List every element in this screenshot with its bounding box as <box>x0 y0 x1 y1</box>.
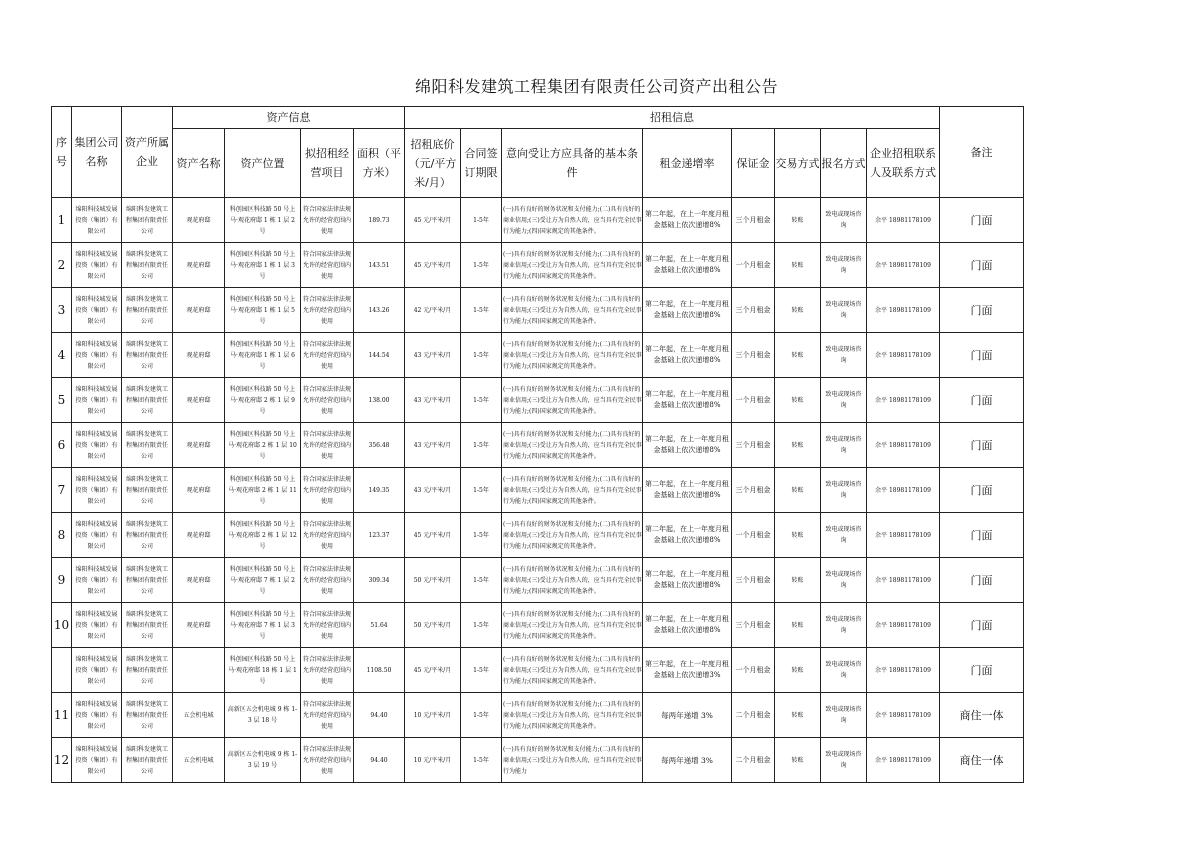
cell-deposit: 三个月租金 <box>732 198 775 243</box>
cell-contact: 余平 18981178109 <box>867 603 940 648</box>
table-header <box>52 107 1024 198</box>
cell-business: 符合国家法律法规允许的经营范围内使用 <box>301 693 354 738</box>
cell-term: 1-5年 <box>461 648 502 693</box>
table-row <box>52 243 1024 288</box>
cell-remark: 商住一体 <box>940 693 1024 738</box>
cell-seq: 11 <box>52 693 72 738</box>
cell-rent-increase: 每两年递增 3% <box>643 738 732 783</box>
cell-deposit: 三个月租金 <box>732 423 775 468</box>
cell-group: 绵阳科技城发展投资（集团）有限公司 <box>72 468 122 513</box>
cell-apply: 致电或现场咨询 <box>821 378 867 423</box>
page-title: 绵阳科发建筑工程集团有限责任公司资产出租公告 <box>414 77 778 96</box>
cell-price: 50 元/平米/月 <box>405 558 461 603</box>
cell-group: 绵阳科技城发展投资（集团）有限公司 <box>72 423 122 468</box>
cell-requirements: (一)具有良好的财务状况和支付能力;(二)具有良好的商业信用;(三)受让方为自然人的，应当具有完全民事行为能力;(四)国家规定的其他条件。 <box>502 513 643 558</box>
cell-apply: 致电或现场咨询 <box>821 288 867 333</box>
header-intended-business: 拟招租经营项目 <box>301 129 354 198</box>
header-area: 面积（平方米） <box>354 129 405 198</box>
header-remark: 备注 <box>940 107 1024 198</box>
table-row <box>52 468 1024 513</box>
cell-deposit: 三个月租金 <box>732 468 775 513</box>
cell-term: 1-5年 <box>461 378 502 423</box>
cell-area: 123.37 <box>354 513 405 558</box>
cell-term: 1-5年 <box>461 603 502 648</box>
header-owning-enterprise: 资产所属企业 <box>122 107 173 198</box>
cell-contact: 余平 18981178109 <box>867 288 940 333</box>
cell-requirements: (一)具有良好的财务状况和支付能力;(二)具有良好的商业信用;(三)受让方为自然人的，应当具有完全民事行为能力;(四)国家规定的其他条件。 <box>502 648 643 693</box>
cell-location: 科创园区科技路 50 号上马·观花府邸 1 栋 1 层 2 号 <box>225 198 301 243</box>
cell-requirements: (一)具有良好的财务状况和支付能力;(二)具有良好的商业信用;(三)受让方为自然人的，应当具有完全民事行为能力;(四)国家规定的其他条件。 <box>502 423 643 468</box>
table-row <box>52 288 1024 333</box>
table-row <box>52 333 1024 378</box>
cell-asset-name: 观花府邸 <box>173 378 225 423</box>
cell-location: 科创园区科技路 50 号上马·观花府邸 7 栋 1 层 2 号 <box>225 558 301 603</box>
cell-deposit: 二个月租金 <box>732 738 775 783</box>
cell-deposit: 三个月租金 <box>732 558 775 603</box>
cell-business: 符合国家法律法规允许的经营范围内使用 <box>301 738 354 783</box>
cell-seq: 9 <box>52 558 72 603</box>
cell-trade: 转账 <box>775 378 821 423</box>
cell-remark: 门面 <box>940 288 1024 333</box>
cell-deposit: 一个月租金 <box>732 648 775 693</box>
cell-price: 43 元/平米/月 <box>405 468 461 513</box>
cell-requirements: (一)具有良好的财务状况和支付能力;(二)具有良好的商业信用;(三)受让方为自然人的，应当具有完全民事行为能力;(四)国家规定的其他条件。 <box>502 243 643 288</box>
cell-apply: 致电或现场咨询 <box>821 648 867 693</box>
cell-enterprise: 绵阳科发建筑工程集团有限责任公司 <box>122 423 173 468</box>
cell-group: 绵阳科技城发展投资（集团）有限公司 <box>72 603 122 648</box>
cell-area: 143.26 <box>354 288 405 333</box>
cell-rent-increase: 第二年起，在上一年度月租金基础上依次递增8% <box>643 198 732 243</box>
cell-area: 144.54 <box>354 333 405 378</box>
cell-term: 1-5年 <box>461 513 502 558</box>
cell-trade: 转账 <box>775 513 821 558</box>
cell-term: 1-5年 <box>461 558 502 603</box>
cell-location: 高新区五会机电城 9 栋 1-3 层 18 号 <box>225 693 301 738</box>
cell-asset-name: 五会机电城 <box>173 693 225 738</box>
cell-requirements: (一)具有良好的财务状况和支付能力;(二)具有良好的商业信用;(三)受让方为自然人的，应当具有完全民事行为能力;(四)国家规定的其他条件。 <box>502 558 643 603</box>
cell-asset-name: 观花府邸 <box>173 288 225 333</box>
cell-term: 1-5年 <box>461 693 502 738</box>
cell-location: 科创园区科技路 50 号上马·观花府邸 2 栋 1 层 12 号 <box>225 513 301 558</box>
cell-requirements: (一)具有良好的财务状况和支付能力;(二)具有良好的商业信用;(三)受让方为自然人的，应当具有完全民事行为能力;(四)国家规定的其他条件。 <box>502 693 643 738</box>
cell-location: 科创园区科技路 50 号上马·观花府邸 1 栋 1 层 6 号 <box>225 333 301 378</box>
cell-area: 94.40 <box>354 693 405 738</box>
header-deposit: 保证金 <box>732 129 775 198</box>
cell-group: 绵阳科技城发展投资（集团）有限公司 <box>72 738 122 783</box>
cell-group: 绵阳科技城发展投资（集团）有限公司 <box>72 513 122 558</box>
cell-term: 1-5年 <box>461 288 502 333</box>
header-rent-increase: 租金递增率 <box>643 129 732 198</box>
table-row <box>52 423 1024 468</box>
cell-group: 绵阳科技城发展投资（集团）有限公司 <box>72 333 122 378</box>
cell-apply: 致电或现场咨询 <box>821 243 867 288</box>
cell-enterprise: 绵阳科发建筑工程集团有限责任公司 <box>122 243 173 288</box>
cell-trade: 转账 <box>775 693 821 738</box>
cell-location: 科创园区科技路 50 号上马·观花府邸 2 栋 1 层 11 号 <box>225 468 301 513</box>
cell-remark: 商住一体 <box>940 738 1024 783</box>
cell-apply: 致电或现场咨询 <box>821 333 867 378</box>
cell-enterprise: 绵阳科发建筑工程集团有限责任公司 <box>122 738 173 783</box>
header-trade-method: 交易方式 <box>775 129 821 198</box>
cell-term: 1-5年 <box>461 423 502 468</box>
cell-deposit: 一个月租金 <box>732 243 775 288</box>
cell-area: 51.64 <box>354 603 405 648</box>
cell-requirements: (一)具有良好的财务状况和支付能力;(二)具有良好的商业信用;(三)受让方为自然人的，应当具有完全民事行为能力;(四)国家规定的其他条件。 <box>502 333 643 378</box>
cell-location: 科创园区科技路 50 号上马·观花府邸 18 栋 1 层 1 号 <box>225 648 301 693</box>
cell-group: 绵阳科技城发展投资（集团）有限公司 <box>72 198 122 243</box>
table-row <box>52 198 1024 243</box>
cell-seq: 12 <box>52 738 72 783</box>
header-requirements: 意向受让方应具备的基本条件 <box>502 129 643 198</box>
cell-apply: 致电或现场咨询 <box>821 423 867 468</box>
cell-business: 符合国家法律法规允许的经营范围内使用 <box>301 603 354 648</box>
cell-asset-name <box>173 648 225 693</box>
cell-area: 143.51 <box>354 243 405 288</box>
cell-remark: 门面 <box>940 243 1024 288</box>
cell-term: 1-5年 <box>461 468 502 513</box>
cell-apply: 致电或现场咨询 <box>821 513 867 558</box>
cell-deposit: 三个月租金 <box>732 603 775 648</box>
cell-area: 94.40 <box>354 738 405 783</box>
cell-enterprise: 绵阳科发建筑工程集团有限责任公司 <box>122 468 173 513</box>
cell-contact: 余平 18981178109 <box>867 333 940 378</box>
cell-price: 10 元/平米/月 <box>405 738 461 783</box>
cell-apply: 致电或现场咨询 <box>821 693 867 738</box>
cell-requirements: (一)具有良好的财务状况和支付能力;(二)具有良好的商业信用;(三)受让方为自然人的，应当具有完全民事行为能力;(四)国家规定的其他条件。 <box>502 468 643 513</box>
cell-trade: 转账 <box>775 243 821 288</box>
cell-business: 符合国家法律法规允许的经营范围内使用 <box>301 288 354 333</box>
cell-remark: 门面 <box>940 333 1024 378</box>
lease-table <box>51 106 1024 783</box>
cell-rent-increase: 第二年起，在上一年度月租金基础上依次递增8% <box>643 243 732 288</box>
table-body <box>52 198 1024 783</box>
table-row <box>52 648 1024 693</box>
cell-deposit: 二个月租金 <box>732 693 775 738</box>
cell-location: 科创园区科技路 50 号上马·观花府邸 1 栋 1 层 5 号 <box>225 288 301 333</box>
cell-trade: 转账 <box>775 468 821 513</box>
cell-asset-name: 观花府邸 <box>173 603 225 648</box>
cell-contact: 余平 18981178109 <box>867 558 940 603</box>
cell-enterprise: 绵阳科发建筑工程集团有限责任公司 <box>122 558 173 603</box>
cell-trade: 转账 <box>775 423 821 468</box>
header-base-price: 招租底价（元/平方米/月） <box>405 129 461 198</box>
cell-term: 1-5年 <box>461 198 502 243</box>
cell-area: 356.48 <box>354 423 405 468</box>
cell-seq: 5 <box>52 378 72 423</box>
cell-location: 科创园区科技路 50 号上马·观花府邸 1 栋 1 层 3 号 <box>225 243 301 288</box>
cell-price: 43 元/平米/月 <box>405 423 461 468</box>
cell-deposit: 三个月租金 <box>732 333 775 378</box>
cell-term: 1-5年 <box>461 243 502 288</box>
cell-price: 43 元/平米/月 <box>405 378 461 423</box>
cell-location: 科创园区科技路 50 号上马·观花府邸 2 栋 1 层 9 号 <box>225 378 301 423</box>
table-row <box>52 693 1024 738</box>
cell-remark: 门面 <box>940 378 1024 423</box>
cell-business: 符合国家法律法规允许的经营范围内使用 <box>301 333 354 378</box>
header-asset-name: 资产名称 <box>173 129 225 198</box>
cell-rent-increase: 第二年起，在上一年度月租金基础上依次递增8% <box>643 558 732 603</box>
cell-price: 50 元/平米/月 <box>405 603 461 648</box>
cell-seq: 3 <box>52 288 72 333</box>
header-contact: 企业招租联系人及联系方式 <box>867 129 940 198</box>
cell-business: 符合国家法律法规允许的经营范围内使用 <box>301 558 354 603</box>
cell-apply: 致电或现场咨询 <box>821 603 867 648</box>
header-lease-info: 招租信息 <box>405 107 940 129</box>
cell-asset-name: 五会机电城 <box>173 738 225 783</box>
cell-seq: 7 <box>52 468 72 513</box>
cell-asset-name: 观花府邸 <box>173 243 225 288</box>
cell-area: 1108.50 <box>354 648 405 693</box>
cell-asset-name: 观花府邸 <box>173 558 225 603</box>
cell-seq: 10 <box>52 603 72 648</box>
cell-asset-name: 观花府邸 <box>173 198 225 243</box>
cell-area: 309.34 <box>354 558 405 603</box>
cell-area: 189.73 <box>354 198 405 243</box>
header-seq: 序号 <box>52 107 72 198</box>
cell-requirements: (一)具有良好的财务状况和支付能力;(二)具有良好的商业信用;(三)受让方为自然人的，应当具有完全民事行为能力;(四)国家规定的其他条件。 <box>502 198 643 243</box>
cell-group: 绵阳科技城发展投资（集团）有限公司 <box>72 648 122 693</box>
cell-price: 10 元/平米/月 <box>405 693 461 738</box>
table-row <box>52 558 1024 603</box>
table-row <box>52 603 1024 648</box>
table-row <box>52 738 1024 783</box>
cell-rent-increase: 第二年起，在上一年度月租金基础上依次递增8% <box>643 378 732 423</box>
cell-remark: 门面 <box>940 423 1024 468</box>
cell-apply: 致电或现场咨询 <box>821 468 867 513</box>
cell-trade: 转账 <box>775 288 821 333</box>
cell-trade: 转账 <box>775 603 821 648</box>
cell-group: 绵阳科技城发展投资（集团）有限公司 <box>72 693 122 738</box>
cell-apply: 致电或现场咨询 <box>821 198 867 243</box>
header-asset-location: 资产位置 <box>225 129 301 198</box>
cell-contact: 余平 18981178109 <box>867 198 940 243</box>
cell-business: 符合国家法律法规允许的经营范围内使用 <box>301 648 354 693</box>
cell-rent-increase: 第二年起，在上一年度月租金基础上依次递增8% <box>643 423 732 468</box>
cell-remark: 门面 <box>940 603 1024 648</box>
cell-trade: 转账 <box>775 558 821 603</box>
cell-group: 绵阳科技城发展投资（集团）有限公司 <box>72 378 122 423</box>
cell-location: 科创园区科技路 50 号上马·观花府邸 7 栋 1 层 3 号 <box>225 603 301 648</box>
cell-requirements: (一)具有良好的财务状况和支付能力;(二)具有良好的商业信用;(三)受让方为自然人的，应当具有完全民事行为能力;(四)国家规定的其他条件。 <box>502 603 643 648</box>
cell-location: 科创园区科技路 50 号上马·观花府邸 2 栋 1 层 10 号 <box>225 423 301 468</box>
cell-seq: 6 <box>52 423 72 468</box>
cell-price: 45 元/平米/月 <box>405 648 461 693</box>
cell-enterprise: 绵阳科发建筑工程集团有限责任公司 <box>122 513 173 558</box>
header-asset-info: 资产信息 <box>173 107 405 129</box>
cell-trade: 转账 <box>775 198 821 243</box>
cell-group: 绵阳科技城发展投资（集团）有限公司 <box>72 558 122 603</box>
header-apply-method: 报名方式 <box>821 129 867 198</box>
cell-enterprise: 绵阳科发建筑工程集团有限责任公司 <box>122 648 173 693</box>
cell-deposit: 三个月租金 <box>732 288 775 333</box>
cell-business: 符合国家法律法规允许的经营范围内使用 <box>301 468 354 513</box>
cell-trade: 转账 <box>775 738 821 783</box>
cell-business: 符合国家法律法规允许的经营范围内使用 <box>301 198 354 243</box>
cell-price: 45 元/平米/月 <box>405 198 461 243</box>
cell-rent-increase: 第二年起，在上一年度月租金基础上依次递增8% <box>643 333 732 378</box>
cell-price: 45 元/平米/月 <box>405 513 461 558</box>
cell-asset-name: 观花府邸 <box>173 423 225 468</box>
cell-rent-increase: 每两年递增 3% <box>643 693 732 738</box>
cell-rent-increase: 第二年起，在上一年度月租金基础上依次递增8% <box>643 603 732 648</box>
cell-rent-increase: 第二年起，在上一年度月租金基础上依次递增8% <box>643 288 732 333</box>
cell-trade: 转账 <box>775 333 821 378</box>
cell-seq: 4 <box>52 333 72 378</box>
cell-business: 符合国家法律法规允许的经营范围内使用 <box>301 513 354 558</box>
cell-remark: 门面 <box>940 558 1024 603</box>
cell-contact: 余平 18981178109 <box>867 378 940 423</box>
cell-contact: 余平 18981178109 <box>867 738 940 783</box>
cell-term: 1-5年 <box>461 333 502 378</box>
cell-enterprise: 绵阳科发建筑工程集团有限责任公司 <box>122 378 173 423</box>
cell-trade: 转账 <box>775 648 821 693</box>
cell-remark: 门面 <box>940 513 1024 558</box>
cell-term: 1-5年 <box>461 738 502 783</box>
cell-enterprise: 绵阳科发建筑工程集团有限责任公司 <box>122 693 173 738</box>
cell-deposit: 一个月租金 <box>732 378 775 423</box>
cell-remark: 门面 <box>940 468 1024 513</box>
cell-remark: 门面 <box>940 198 1024 243</box>
cell-contact: 余平 18981178109 <box>867 468 940 513</box>
header-contract-term: 合同签订期限 <box>461 129 502 198</box>
cell-asset-name: 观花府邸 <box>173 468 225 513</box>
cell-contact: 余平 18981178109 <box>867 513 940 558</box>
cell-business: 符合国家法律法规允许的经营范围内使用 <box>301 243 354 288</box>
cell-apply: 致电或现场咨询 <box>821 558 867 603</box>
cell-seq: 1 <box>52 198 72 243</box>
cell-seq: 8 <box>52 513 72 558</box>
cell-group: 绵阳科技城发展投资（集团）有限公司 <box>72 243 122 288</box>
cell-enterprise: 绵阳科发建筑工程集团有限责任公司 <box>122 333 173 378</box>
cell-business: 符合国家法律法规允许的经营范围内使用 <box>301 423 354 468</box>
cell-location: 高新区五会机电城 9 栋 1-3 层 19 号 <box>225 738 301 783</box>
cell-area: 149.35 <box>354 468 405 513</box>
cell-enterprise: 绵阳科发建筑工程集团有限责任公司 <box>122 198 173 243</box>
cell-requirements: (一)具有良好的财务状况和支付能力;(二)具有良好的商业信用;(三)受让方为自然人的，应当具有完全民事行为能力;(四)国家规定的其他条件。 <box>502 288 643 333</box>
cell-rent-increase: 第二年起，在上一年度月租金基础上依次递增8% <box>643 468 732 513</box>
cell-enterprise: 绵阳科发建筑工程集团有限责任公司 <box>122 288 173 333</box>
cell-business: 符合国家法律法规允许的经营范围内使用 <box>301 378 354 423</box>
cell-enterprise: 绵阳科发建筑工程集团有限责任公司 <box>122 603 173 648</box>
cell-price: 42 元/平米/月 <box>405 288 461 333</box>
table-row <box>52 378 1024 423</box>
cell-group: 绵阳科技城发展投资（集团）有限公司 <box>72 288 122 333</box>
cell-area: 138.00 <box>354 378 405 423</box>
cell-asset-name: 观花府邸 <box>173 333 225 378</box>
cell-contact: 余平 18981178109 <box>867 243 940 288</box>
cell-apply: 致电或现场咨询 <box>821 738 867 783</box>
cell-rent-increase: 第三年起，在上一年度月租金基础上依次递增3% <box>643 648 732 693</box>
cell-price: 45 元/平米/月 <box>405 243 461 288</box>
header-group-company: 集团公司名称 <box>72 107 122 198</box>
cell-contact: 余平 18981178109 <box>867 423 940 468</box>
table-row <box>52 513 1024 558</box>
cell-price: 43 元/平米/月 <box>405 333 461 378</box>
cell-contact: 余平 18981178109 <box>867 648 940 693</box>
cell-rent-increase: 第二年起，在上一年度月租金基础上依次递增8% <box>643 513 732 558</box>
cell-contact: 余平 18981178109 <box>867 693 940 738</box>
cell-asset-name: 观花府邸 <box>173 513 225 558</box>
cell-requirements: (一)具有良好的财务状况和支付能力;(二)具有良好的商业信用;(三)受让方为自然人的，应当具有完全民事行为能力 <box>502 738 643 783</box>
cell-deposit: 一个月租金 <box>732 513 775 558</box>
cell-requirements: (一)具有良好的财务状况和支付能力;(二)具有良好的商业信用;(三)受让方为自然人的，应当具有完全民事行为能力;(四)国家规定的其他条件。 <box>502 378 643 423</box>
cell-seq <box>52 648 72 693</box>
cell-seq: 2 <box>52 243 72 288</box>
cell-remark: 门面 <box>940 648 1024 693</box>
